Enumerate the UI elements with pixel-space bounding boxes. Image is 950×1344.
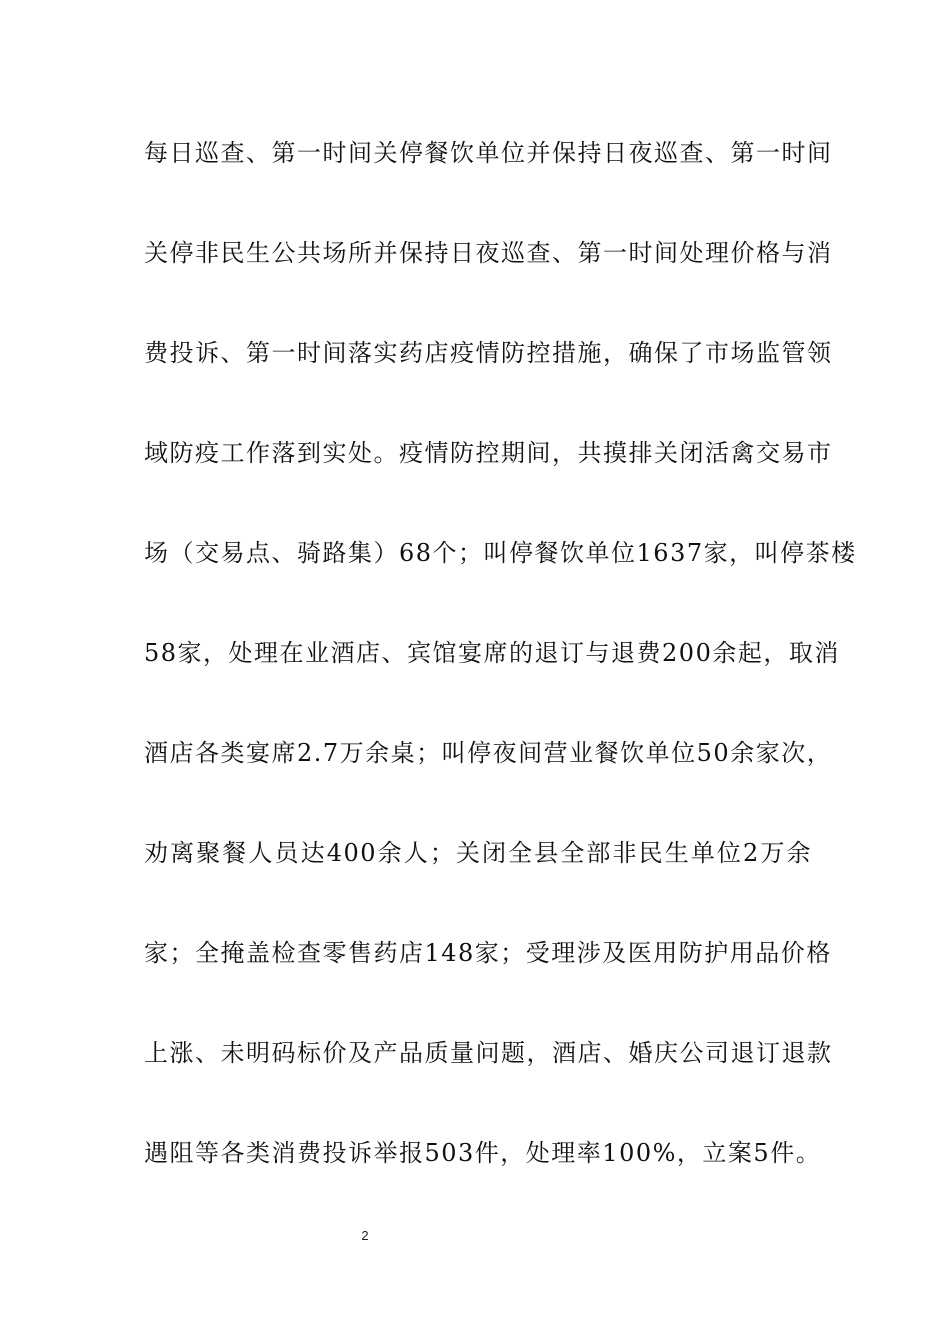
page-number: 2 [361, 1228, 369, 1243]
paragraph-line: 上涨、未明码标价及产品质量问题，酒店、婚庆公司退订退款 [144, 1039, 833, 1067]
paragraph-line: 58家，处理在业酒店、宾馆宴席的退订与退费200余起，取消 [144, 639, 840, 667]
paragraph-line: 酒店各类宴席2.7万余桌；叫停夜间营业餐饮单位50余家次， [144, 739, 833, 767]
paragraph-line: 费投诉、第一时间落实药店疫情防控措施，确保了市场监管领 [144, 339, 833, 367]
paragraph-line: 关停非民生公共场所并保持日夜巡查、第一时间处理价格与消 [144, 239, 833, 267]
paragraph-line: 劝离聚餐人员达400余人；关闭全县全部非民生单位2万余 [144, 839, 812, 867]
paragraph-line: 域防疫工作落到实处。疫情防控期间，共摸排关闭活禽交易市 [144, 439, 833, 467]
paragraph-line: 家；全掩盖检查零售药店148家；受理涉及医用防护用品价格 [144, 939, 832, 967]
paragraph-line: 每日巡查、第一时间关停餐饮单位并保持日夜巡查、第一时间 [144, 139, 833, 167]
paragraph-line: 场（交易点、骑路集）68个；叫停餐饮单位1637家，叫停茶楼 [144, 539, 857, 567]
paragraph-last-line: 遇阻等各类消费投诉举报503件，处理率100%，立案5件。 [144, 1139, 822, 1167]
body-paragraph [144, 123, 857, 1223]
